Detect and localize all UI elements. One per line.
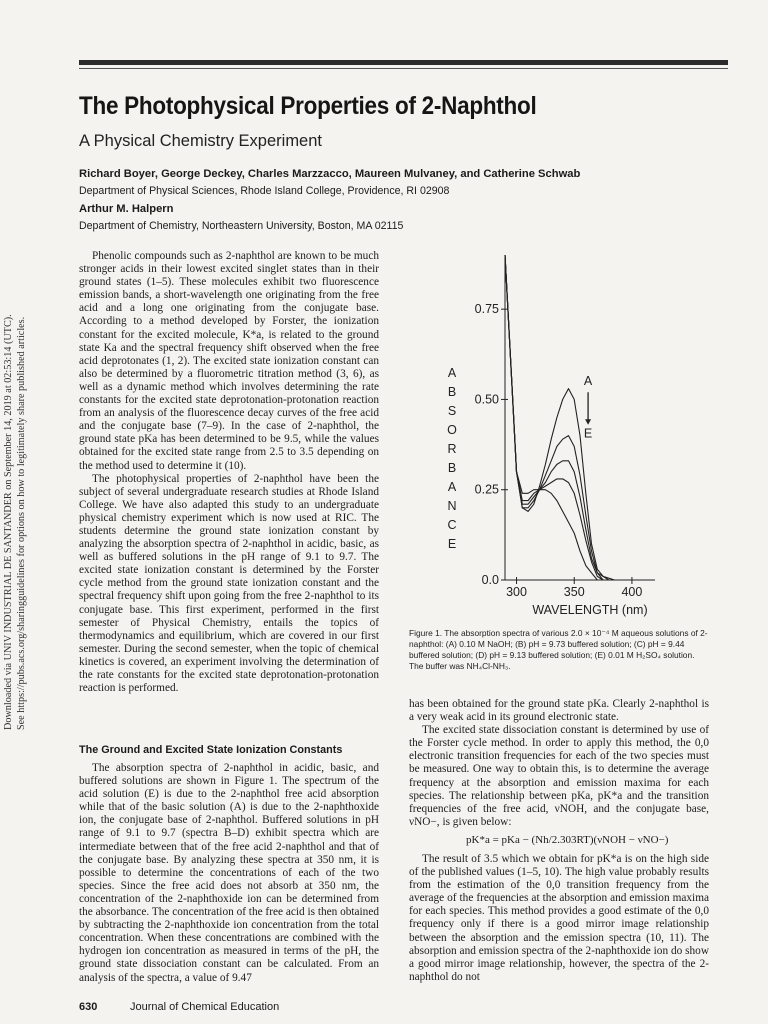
y-axis-label-letter: C — [447, 518, 457, 532]
y-tick-label: 0.25 — [474, 482, 499, 497]
chart-axes — [501, 255, 655, 584]
x-tick-label: 350 — [563, 585, 585, 599]
top-rule — [79, 60, 728, 65]
y-axis-letters — [447, 366, 457, 551]
paragraph: The excited state dissociation constant is determined by use of the Forster cycle method. In order to apply this method, the 0,0 electronic transition frequencies for each of the two species must be measured. One way to obtain this, is to determine the average frequency at the absorption and emission maxima for each species. The relationship between pKa, pK*a and the transition frequencies of the free acid, νNOH, and the conjugate base, νNO−, is given below: — [409, 724, 709, 828]
paragraph: has been obtained for the ground state pKa. Clearly 2-naphthol is a very weak acid in its ground electronic state. — [409, 698, 709, 724]
y-axis-label-letter: S — [447, 404, 457, 418]
y-axis-label-letter: B — [447, 385, 457, 399]
series-line-E — [505, 255, 615, 580]
figure-caption: Figure 1. The absorption spectra of various 2.0 × 10⁻⁴ M aqueous solutions of 2-naphthol: (A) 0.10 M NaOH; (B) pH = 9.73 buffered solution; (C) pH = 9.44 buffered solution; (D) pH = 9.13 buffered solution; (E) 0.01 M H₂SO₄ solution. The buffer was NH₄Cl-NH₃. — [409, 628, 708, 671]
series-line-C — [505, 255, 615, 580]
author-second: Arthur M. Halpern — [79, 203, 174, 215]
series-line-B — [505, 255, 615, 580]
x-tick-label: 300 — [506, 585, 527, 599]
article-subtitle: A Physical Chemistry Experiment — [79, 132, 322, 150]
y-tick-label: 0.50 — [474, 392, 499, 407]
author-list: Richard Boyer, George Deckey, Charles Marzzacco, Maureen Mulvaney, and Catherine Schwab — [79, 168, 581, 180]
paragraph: The absorption spectra of 2-naphthol in acidic, basic, and buffered solutions are shown in Figure 1. The spectrum of the acid solution (E) is due to the 2-naphthol free acid absorption while that of the basic solution (A) is due to the 2-naphthoxide ion, the conjugate base of 2-naphthol. Buffered solutions in pH range of 9.1 to 9.7 (spectra B–D) exhibit spectra which are intermediate between that of the free acid 2-naphthol and that of the conjugate base. By analyzing these spectra at 350 nm, it is possible to determine the concentrations of each of the two species. Since the free acid does not absorb at 350 nm, the concentration of the 2-naphthoxide ion can be determined from the absorbance. The concentration of the free acid is then obtained by subtracting the 2-naphthoxide ion concentration from the total concentration. When these concentrations are combined with the hydrogen ion concentration as measured in terms of the pH, the ground state dissociation constant can be calculated. From an analysis of the spectra, a value of 9.47 — [79, 762, 379, 984]
paragraph: Phenolic compounds such as 2-naphthol are known to be much stronger acids in their lowest excited singlet states than in their ground states (1–5). These molecules exhibit two fluorescence emission bands, a short-wavelength one originating from the free acid and a long one originating from the conjugate base. According to a method developed by Forster, the ionization constant for the excited molecule, K*a, is related to the ground state Ka and the spectral frequency shift observed when the free acid deprotonates (1, 2). The excited state ionization constant can also be determined by a fluorometric titration method (3, 6), as well as a dynamic method which involves determining the rate constants for the excited state deprotonation-protonation reaction from an analysis of the fluorescence decay curves of the free acid and the conjugate base (7–9). In the case of 2-naphthol, the ground state pKa has been determined to be 9.5, while the values obtained for the excited state range from 2.5 to 3.5 depending on the method used to determine it (10). — [79, 250, 379, 472]
x-axis-label: WAVELENGTH (nm) — [532, 603, 648, 617]
body-column-left-lower — [79, 762, 379, 985]
y-axis-label-letter: E — [447, 537, 457, 551]
side-note-line-2: See https://pubs.acs.org/sharingguidelines for options on how to legitimately share published articles. — [16, 316, 27, 730]
y-tick-label: 0.0 — [481, 573, 499, 587]
y-tick-label: 0.75 — [474, 302, 499, 317]
x-tick-label: 400 — [621, 585, 643, 599]
section-heading: The Ground and Excited State Ionization Constants — [79, 744, 343, 756]
chart-labels — [475, 302, 648, 617]
body-column-left — [79, 250, 379, 695]
paragraph: The result of 3.5 which we obtain for pK*a is on the high side of the published values (1–5, 10). The high value probably results from the estimation of the 0,0 transition frequency from the average of the frequencies at the absorption and emission maxima for each species. This method provides a good estimate of the 0,0 frequency only if there is a good mirror image relationship between the absorption and the emission spectra (10, 11). The absorption and emission spectra of the 2-naphthoxide ion do show a good mirror image relationship, however, the spectra of the 2-naphthol do not — [409, 853, 709, 983]
y-axis-label-letter: B — [447, 461, 457, 475]
body-column-right — [409, 698, 709, 829]
body-column-right-lower — [409, 853, 709, 984]
absorption-chart — [440, 240, 690, 625]
y-axis-label-letter: N — [447, 499, 457, 513]
annotation-arrowhead — [585, 419, 591, 424]
paragraph: The photophysical properties of 2-naphthol have been the subject of several undergraduate research studies at Rhode Island College. We have also adapted this study to an undergraduate physical chemistry experiment which is now used at RIC. The students determine the ground state ionization constant by analyzing the absorption spectra of 2-naphthol in acidic, basic, as well as buffered solutions in the pH range of 9.1 to 9.7. The excited state ionization constant is determined by the Forster cycle method from the ground state ionization constant and the spectral frequency shift upon going from the free 2-naphthol to its conjugate base. This first experiment, performed in the first semester of Physical Chemistry, entails the topics of thermodynamics and equilibrium, which are covered in our first semester. During the second semester, when the topic of chemical kinetics is covered, an experiment involving the determination of the rate constants for the excited state deprotonation-protonation reaction is performed. — [79, 472, 379, 695]
annotation-E: E — [583, 426, 593, 441]
forster-equation: pK*a = pKa − (Nh/2.303RT)(νNOH − νNO−) — [466, 834, 669, 846]
y-axis-label-letter: O — [447, 423, 457, 437]
y-axis-label-letter: R — [447, 442, 457, 456]
page-number: 630 — [79, 1001, 98, 1013]
top-rule-thin — [79, 68, 728, 69]
affiliation-2: Department of Chemistry, Northeastern University, Boston, MA 02115 — [79, 220, 404, 232]
annotation-A: A — [583, 374, 593, 388]
y-axis-label-letter: A — [447, 480, 457, 494]
series-line-A — [505, 255, 615, 580]
affiliation-1: Department of Physical Sciences, Rhode Island College, Providence, RI 02908 — [79, 185, 450, 197]
side-note-line-1: Downloaded via UNIV INDUSTRIAL DE SANTANDER on September 14, 2019 at 02:53:14 (UTC). — [3, 314, 14, 730]
journal-name: Journal of Chemical Education — [130, 1001, 280, 1013]
download-side-note — [2, 290, 32, 730]
y-axis-label-letter: A — [447, 366, 457, 380]
chart-series — [505, 255, 615, 580]
article-title: The Photophysical Properties of 2-Naphthol — [79, 92, 537, 120]
series-line-D — [505, 255, 615, 580]
